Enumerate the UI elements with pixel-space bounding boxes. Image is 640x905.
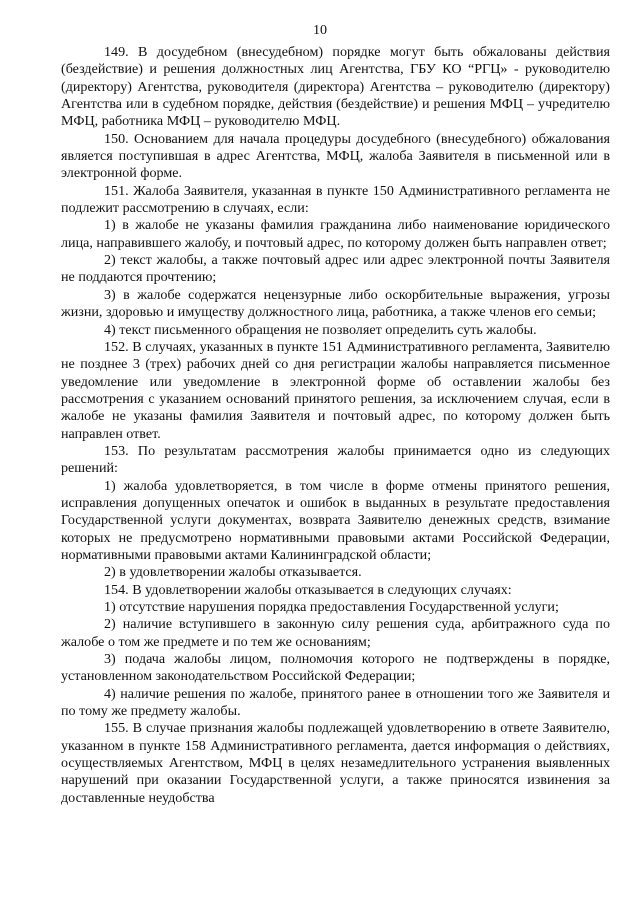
list-item-154-1: 1) отсутствие нарушения порядка предоставления Государственной услуги;	[104, 599, 559, 615]
paragraph-153: 153. По результатам рассмотрения жалобы принимается одно из следующих решений:	[61, 442, 610, 477]
list-item-151-3: 3) в жалобе содержатся нецензурные либо оскорбительные выражения, угрозы жизни, здоровью и имуществу должностного лица, работника, а также членов его семьи;	[61, 286, 610, 321]
paragraph-155: 155. В случае признания жалобы подлежащей удовлетворению в ответе Заявителю, указанном в пункте 158 Административного регламента, дается информация о действиях, осуществляемых Агентством, МФЦ в целях незамедлительного устранения выявленных нарушений при оказании Государственной услуги, а также приносятся извинения за доставленные неудобства	[61, 720, 610, 806]
list-item-153-2: 2) в удовлетворении жалобы отказывается.	[104, 564, 362, 581]
paragraph-151: 151. Жалоба Заявителя, указанная в пункте 150 Административного регламента не подлежит рассмотрению в случаях, если:	[61, 182, 610, 217]
list-item-154-3: 3) подача жалобы лицом, полномочия которого не подтверждены в порядке, установленном законодательством Российской Федерации;	[61, 651, 610, 685]
list-item-154-2: 2) наличие вступившего в законную силу решения суда, арбитражного суда по жалобе о том же предмете и по тем же основаниям;	[61, 616, 610, 650]
list-item-151-2: 2) текст жалобы, а также почтовый адрес или адрес электронной почты Заявителя не поддаются прочтению;	[61, 252, 610, 286]
page-number: 10	[312, 22, 328, 38]
list-item-153-1: 1) жалоба удовлетворяется, в том числе в форме отмены принятого решения, исправления допущенных опечаток и ошибок в выданных в результате предоставления Государственной услуги документах, возврата Заявителю денежных средств, взимание которых не предусмотрено нормативными правовыми актами Российской Федерации, нормативными правовыми актами Калининградской области;	[61, 477, 610, 563]
document-body	[61, 44, 610, 807]
list-item-151-4: 4) текст письменного обращения не позволяет определить суть жалобы.	[104, 321, 537, 338]
paragraph-149: 149. В досудебном (внесудебном) порядке могут быть обжалованы действия (бездействие) и решения должностных лиц Агентства, ГБУ КО “РГЦ» - руководителю (директору) Агентства, руководителя (директора) Агентства – руководителю (директору) Агентства или в судебном порядке, действия (бездействие) и решения МФЦ – учредителю МФЦ, работника МФЦ – руководителю МФЦ.	[61, 44, 610, 130]
paragraph-150: 150. Основанием для начала процедуры досудебного (внесудебного) обжалования является поступившая в адрес Агентства, МФЦ, жалоба Заявителя в письменной или в электронной форме.	[61, 130, 610, 182]
list-item-151-1: 1) в жалобе не указаны фамилия гражданина либо наименование юридического лица, направившего жалобу, и почтовый адрес, по которому должен быть направлен ответ;	[61, 217, 610, 251]
paragraph-154: 154. В удовлетворении жалобы отказывается в следующих случаях:	[104, 581, 512, 598]
list-item-154-4: 4) наличие решения по жалобе, принятого ранее в отношении того же Заявителя и по тому же предмету жалобы.	[61, 685, 610, 720]
paragraph-152: 152. В случаях, указанных в пункте 151 Административного регламента, Заявителю не позднее 3 (трех) рабочих дней со дня регистрации жалобы направляется письменное уведомление или уведомление в электронной форме об оставлении жалобы без рассмотрения с указанием оснований принятого решения, за исключением случая, если в жалобе не указаны фамилия Заявителя и почтовый адрес, по которому должен быть направлен ответ.	[61, 338, 610, 442]
